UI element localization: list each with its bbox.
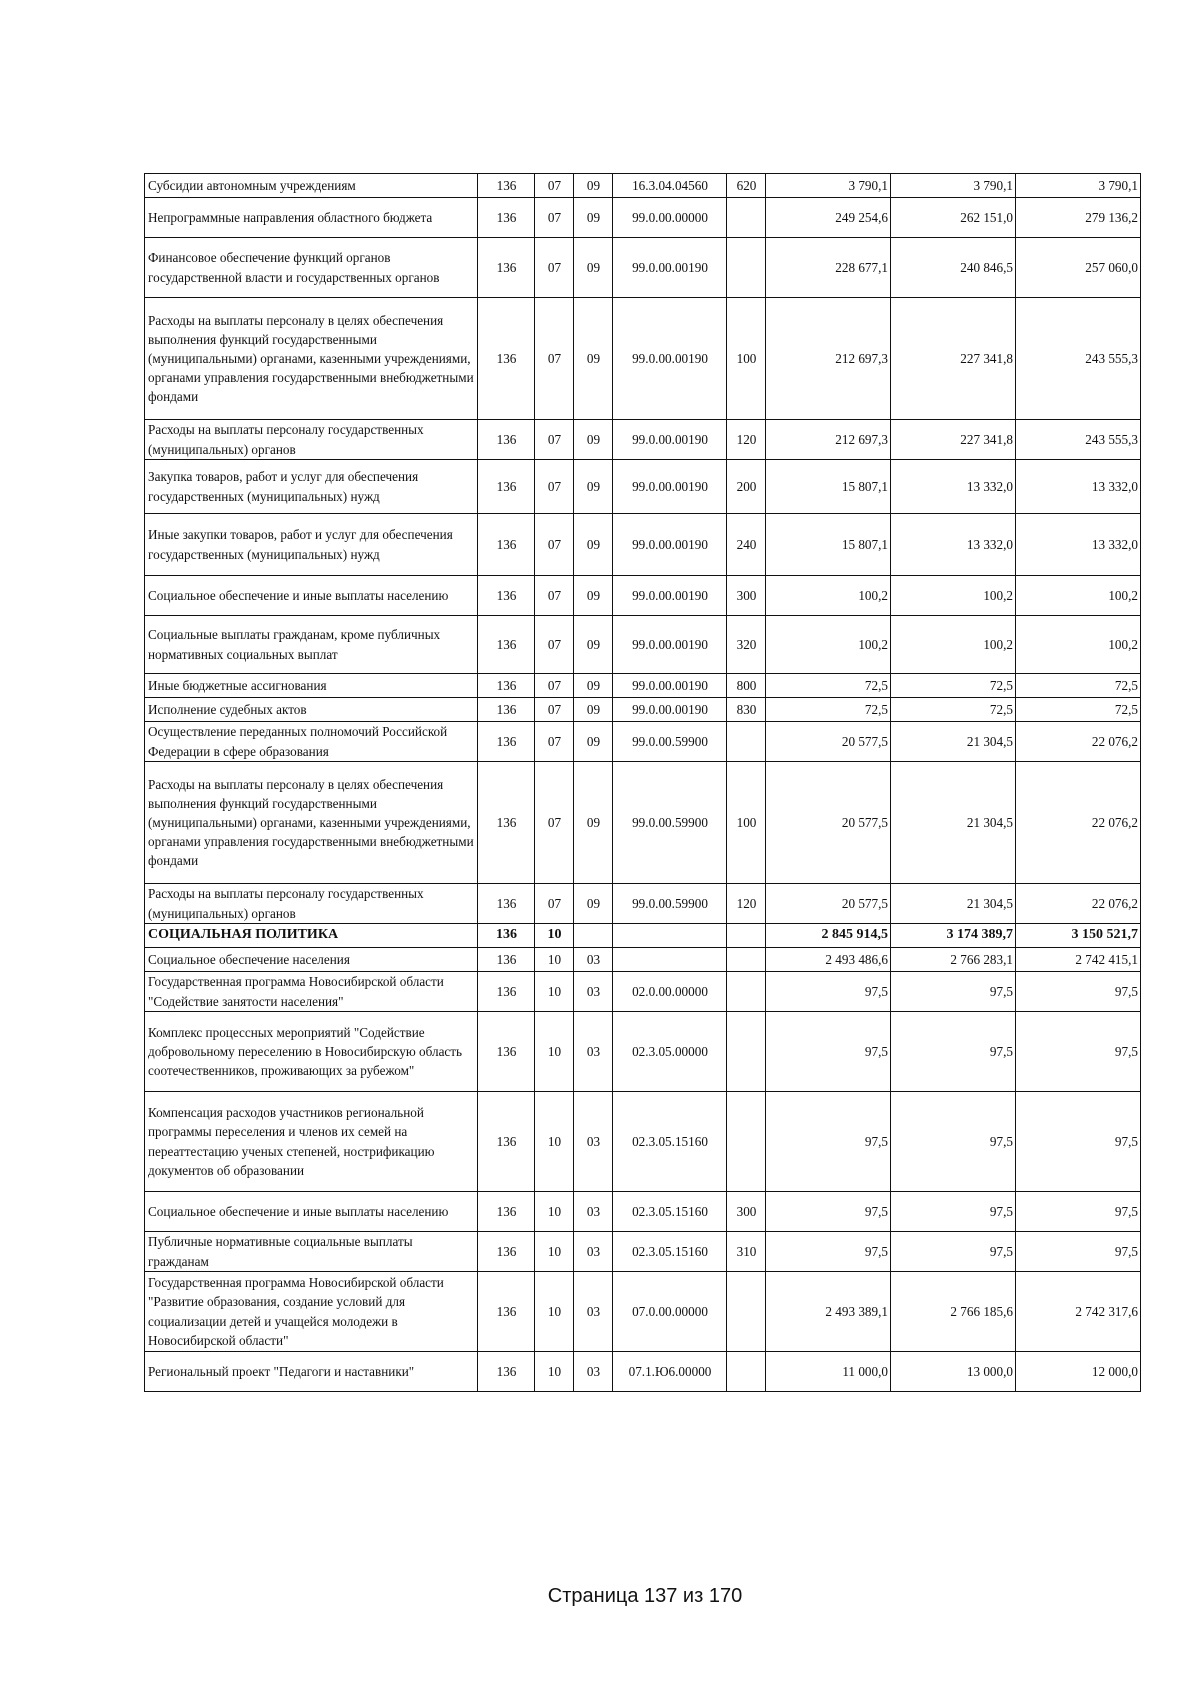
row-amount-year-3: 97,5 <box>1016 1232 1141 1272</box>
row-grbs: 136 <box>478 972 535 1012</box>
row-grbs: 136 <box>478 238 535 298</box>
row-target-article: 02.3.05.00000 <box>613 1012 727 1092</box>
row-amount-year-2: 13 332,0 <box>891 460 1016 514</box>
row-expense-type <box>727 722 766 762</box>
table-row <box>145 722 1141 762</box>
row-name: Закупка товаров, работ и услуг для обеспечения государственных (муниципальных) нужд <box>145 460 478 514</box>
row-amount-year-2: 3 174 389,7 <box>891 924 1016 948</box>
row-expense-type <box>727 948 766 972</box>
row-section: 07 <box>535 514 574 576</box>
row-grbs: 136 <box>478 174 535 198</box>
row-amount-year-2: 97,5 <box>891 972 1016 1012</box>
row-amount-year-1: 11 000,0 <box>766 1352 891 1392</box>
row-amount-year-2: 97,5 <box>891 1012 1016 1092</box>
row-amount-year-1: 228 677,1 <box>766 238 891 298</box>
row-amount-year-3: 22 076,2 <box>1016 762 1141 884</box>
row-amount-year-2: 100,2 <box>891 616 1016 674</box>
row-amount-year-2: 2 766 185,6 <box>891 1272 1016 1352</box>
row-subsection: 09 <box>574 722 613 762</box>
table-row <box>145 1272 1141 1352</box>
row-target-article: 99.0.00.59900 <box>613 884 727 924</box>
row-amount-year-3: 97,5 <box>1016 1092 1141 1192</box>
row-amount-year-3: 13 332,0 <box>1016 514 1141 576</box>
row-target-article: 99.0.00.00190 <box>613 298 727 420</box>
row-name: СОЦИАЛЬНАЯ ПОЛИТИКА <box>145 924 478 948</box>
row-expense-type: 300 <box>727 1192 766 1232</box>
table-row <box>145 616 1141 674</box>
table-row <box>145 174 1141 198</box>
row-target-article: 99.0.00.59900 <box>613 722 727 762</box>
row-amount-year-1: 15 807,1 <box>766 460 891 514</box>
row-amount-year-3: 2 742 415,1 <box>1016 948 1141 972</box>
row-grbs: 136 <box>478 1272 535 1352</box>
row-amount-year-1: 212 697,3 <box>766 298 891 420</box>
row-subsection: 03 <box>574 1272 613 1352</box>
row-expense-type <box>727 1092 766 1192</box>
table-row <box>145 1192 1141 1232</box>
row-subsection: 09 <box>574 698 613 722</box>
row-target-article: 07.1.Ю6.00000 <box>613 1352 727 1392</box>
page-number: Страница 137 из 170 <box>547 1585 743 1607</box>
row-amount-year-3: 97,5 <box>1016 972 1141 1012</box>
row-amount-year-2: 21 304,5 <box>891 884 1016 924</box>
row-expense-type: 200 <box>727 460 766 514</box>
row-amount-year-1: 249 254,6 <box>766 198 891 238</box>
row-expense-type <box>727 1352 766 1392</box>
row-amount-year-1: 2 493 486,6 <box>766 948 891 972</box>
row-name: Финансовое обеспечение функций органов государственной власти и государственных органов <box>145 238 478 298</box>
row-amount-year-3: 13 332,0 <box>1016 460 1141 514</box>
row-amount-year-1: 20 577,5 <box>766 722 891 762</box>
row-expense-type: 120 <box>727 420 766 460</box>
row-subsection: 09 <box>574 198 613 238</box>
row-expense-type: 320 <box>727 616 766 674</box>
row-grbs: 136 <box>478 698 535 722</box>
row-grbs: 136 <box>478 298 535 420</box>
row-expense-type: 830 <box>727 698 766 722</box>
table-row <box>145 948 1141 972</box>
row-target-article: 02.3.05.15160 <box>613 1092 727 1192</box>
budget-table <box>144 173 1141 1392</box>
row-subsection: 03 <box>574 1232 613 1272</box>
row-name: Публичные нормативные социальные выплаты гражданам <box>145 1232 478 1272</box>
row-section: 10 <box>535 1232 574 1272</box>
row-expense-type: 300 <box>727 576 766 616</box>
table-row <box>145 420 1141 460</box>
row-subsection: 03 <box>574 1192 613 1232</box>
row-section: 07 <box>535 698 574 722</box>
table-row <box>145 576 1141 616</box>
row-grbs: 136 <box>478 1232 535 1272</box>
row-target-article: 99.0.00.00190 <box>613 674 727 698</box>
row-grbs: 136 <box>478 884 535 924</box>
row-amount-year-3: 72,5 <box>1016 674 1141 698</box>
row-amount-year-2: 97,5 <box>891 1092 1016 1192</box>
row-amount-year-1: 20 577,5 <box>766 884 891 924</box>
row-expense-type: 120 <box>727 884 766 924</box>
row-subsection: 09 <box>574 460 613 514</box>
row-expense-type: 620 <box>727 174 766 198</box>
row-target-article: 02.0.00.00000 <box>613 972 727 1012</box>
row-grbs: 136 <box>478 1092 535 1192</box>
row-amount-year-1: 97,5 <box>766 1232 891 1272</box>
row-section: 07 <box>535 460 574 514</box>
row-grbs: 136 <box>478 948 535 972</box>
row-section: 07 <box>535 884 574 924</box>
row-amount-year-2: 262 151,0 <box>891 198 1016 238</box>
row-subsection: 03 <box>574 972 613 1012</box>
row-name: Государственная программа Новосибирской области "Содействие занятости населения" <box>145 972 478 1012</box>
row-subsection: 09 <box>574 674 613 698</box>
row-section: 07 <box>535 762 574 884</box>
row-expense-type: 240 <box>727 514 766 576</box>
row-expense-type <box>727 924 766 948</box>
row-target-article: 99.0.00.00190 <box>613 420 727 460</box>
row-section: 07 <box>535 420 574 460</box>
row-target-article: 07.0.00.00000 <box>613 1272 727 1352</box>
row-section: 07 <box>535 198 574 238</box>
row-amount-year-2: 21 304,5 <box>891 722 1016 762</box>
row-grbs: 136 <box>478 576 535 616</box>
row-subsection: 09 <box>574 576 613 616</box>
row-expense-type <box>727 972 766 1012</box>
row-section: 10 <box>535 1272 574 1352</box>
row-section: 07 <box>535 616 574 674</box>
table-row <box>145 1352 1141 1392</box>
row-grbs: 136 <box>478 1012 535 1092</box>
row-amount-year-1: 97,5 <box>766 1012 891 1092</box>
row-amount-year-3: 257 060,0 <box>1016 238 1141 298</box>
row-name: Расходы на выплаты персоналу в целях обеспечения выполнения функций государственными (муниципальными) органами, казенными учреждениями, органами управления государственными внебюджетными фондами <box>145 762 478 884</box>
row-section: 07 <box>535 722 574 762</box>
row-amount-year-2: 97,5 <box>891 1232 1016 1272</box>
row-target-article: 99.0.00.00000 <box>613 198 727 238</box>
row-expense-type <box>727 198 766 238</box>
row-amount-year-1: 2 493 389,1 <box>766 1272 891 1352</box>
row-section: 07 <box>535 174 574 198</box>
row-amount-year-2: 100,2 <box>891 576 1016 616</box>
row-grbs: 136 <box>478 722 535 762</box>
row-subsection: 03 <box>574 1012 613 1092</box>
row-amount-year-3: 97,5 <box>1016 1012 1141 1092</box>
table-row <box>145 674 1141 698</box>
row-target-article: 02.3.05.15160 <box>613 1192 727 1232</box>
row-name: Непрограммные направления областного бюджета <box>145 198 478 238</box>
row-section: 07 <box>535 576 574 616</box>
row-amount-year-2: 21 304,5 <box>891 762 1016 884</box>
row-name: Расходы на выплаты персоналу государственных (муниципальных) органов <box>145 884 478 924</box>
row-name: Комплекс процессных мероприятий "Содействие добровольному переселению в Новосибирскую область соотечественников, проживающих за рубежом" <box>145 1012 478 1092</box>
row-expense-type: 100 <box>727 762 766 884</box>
table-row <box>145 238 1141 298</box>
row-amount-year-2: 3 790,1 <box>891 174 1016 198</box>
row-section: 10 <box>535 1352 574 1392</box>
row-amount-year-3: 243 555,3 <box>1016 298 1141 420</box>
table-row <box>145 1012 1141 1092</box>
row-grbs: 136 <box>478 924 535 948</box>
row-subsection: 09 <box>574 420 613 460</box>
row-name: Компенсация расходов участников региональной программы переселения и членов их семей на переаттестацию ученых степеней, нострификацию документов об образовании <box>145 1092 478 1192</box>
row-subsection: 09 <box>574 514 613 576</box>
row-name: Субсидии автономным учреждениям <box>145 174 478 198</box>
row-subsection: 03 <box>574 1352 613 1392</box>
row-amount-year-1: 100,2 <box>766 576 891 616</box>
row-amount-year-1: 212 697,3 <box>766 420 891 460</box>
row-subsection: 09 <box>574 616 613 674</box>
row-name: Социальное обеспечение и иные выплаты населению <box>145 1192 478 1232</box>
row-amount-year-2: 13 000,0 <box>891 1352 1016 1392</box>
row-grbs: 136 <box>478 1352 535 1392</box>
row-grbs: 136 <box>478 198 535 238</box>
row-amount-year-3: 22 076,2 <box>1016 884 1141 924</box>
row-target-article: 99.0.00.00190 <box>613 238 727 298</box>
row-grbs: 136 <box>478 616 535 674</box>
row-amount-year-2: 13 332,0 <box>891 514 1016 576</box>
row-section: 10 <box>535 948 574 972</box>
row-subsection <box>574 924 613 948</box>
table-row <box>145 762 1141 884</box>
table-body <box>145 174 1141 1392</box>
row-name: Осуществление переданных полномочий Российской Федерации в сфере образования <box>145 722 478 762</box>
row-name: Социальное обеспечение населения <box>145 948 478 972</box>
row-amount-year-1: 72,5 <box>766 674 891 698</box>
table-row <box>145 514 1141 576</box>
table-row <box>145 972 1141 1012</box>
row-amount-year-1: 97,5 <box>766 972 891 1012</box>
row-expense-type <box>727 238 766 298</box>
row-target-article: 99.0.00.00190 <box>613 514 727 576</box>
row-amount-year-3: 22 076,2 <box>1016 722 1141 762</box>
row-name: Региональный проект "Педагоги и наставники" <box>145 1352 478 1392</box>
row-target-article: 99.0.00.00190 <box>613 576 727 616</box>
row-name: Иные бюджетные ассигнования <box>145 674 478 698</box>
table-row <box>145 198 1141 238</box>
row-subsection: 03 <box>574 948 613 972</box>
row-name: Расходы на выплаты персоналу в целях обеспечения выполнения функций государственными (муниципальными) органами, казенными учреждениями, органами управления государственными внебюджетными фондами <box>145 298 478 420</box>
row-amount-year-3: 3 150 521,7 <box>1016 924 1141 948</box>
row-name: Социальное обеспечение и иные выплаты населению <box>145 576 478 616</box>
row-section: 10 <box>535 972 574 1012</box>
row-grbs: 136 <box>478 762 535 884</box>
row-section: 10 <box>535 1092 574 1192</box>
row-target-article: 99.0.00.59900 <box>613 762 727 884</box>
table-row <box>145 698 1141 722</box>
row-amount-year-1: 20 577,5 <box>766 762 891 884</box>
row-section: 07 <box>535 674 574 698</box>
row-target-article: 99.0.00.00190 <box>613 616 727 674</box>
row-amount-year-1: 3 790,1 <box>766 174 891 198</box>
row-name: Иные закупки товаров, работ и услуг для обеспечения государственных (муниципальных) нужд <box>145 514 478 576</box>
row-name: Исполнение судебных актов <box>145 698 478 722</box>
row-section: 07 <box>535 298 574 420</box>
row-grbs: 136 <box>478 460 535 514</box>
row-name: Расходы на выплаты персоналу государственных (муниципальных) органов <box>145 420 478 460</box>
table-row <box>145 884 1141 924</box>
row-amount-year-3: 243 555,3 <box>1016 420 1141 460</box>
row-target-article: 99.0.00.00190 <box>613 460 727 514</box>
row-amount-year-3: 100,2 <box>1016 576 1141 616</box>
table-row <box>145 298 1141 420</box>
row-amount-year-3: 100,2 <box>1016 616 1141 674</box>
row-amount-year-2: 72,5 <box>891 674 1016 698</box>
row-amount-year-3: 2 742 317,6 <box>1016 1272 1141 1352</box>
row-amount-year-1: 97,5 <box>766 1092 891 1192</box>
row-amount-year-1: 15 807,1 <box>766 514 891 576</box>
table-row <box>145 460 1141 514</box>
row-target-article <box>613 948 727 972</box>
row-amount-year-1: 100,2 <box>766 616 891 674</box>
row-target-article: 99.0.00.00190 <box>613 698 727 722</box>
row-amount-year-3: 97,5 <box>1016 1192 1141 1232</box>
row-section: 07 <box>535 238 574 298</box>
row-target-article <box>613 924 727 948</box>
row-section: 10 <box>535 1012 574 1092</box>
row-target-article: 02.3.05.15160 <box>613 1232 727 1272</box>
row-amount-year-2: 227 341,8 <box>891 420 1016 460</box>
row-amount-year-1: 72,5 <box>766 698 891 722</box>
row-amount-year-2: 72,5 <box>891 698 1016 722</box>
row-amount-year-3: 12 000,0 <box>1016 1352 1141 1392</box>
row-amount-year-3: 279 136,2 <box>1016 198 1141 238</box>
row-amount-year-2: 227 341,8 <box>891 298 1016 420</box>
row-amount-year-3: 3 790,1 <box>1016 174 1141 198</box>
row-name: Государственная программа Новосибирской области "Развитие образования, создание условий для социализации детей и учащейся молодежи в Новосибирской области" <box>145 1272 478 1352</box>
row-subsection: 03 <box>574 1092 613 1192</box>
row-name: Социальные выплаты гражданам, кроме публичных нормативных социальных выплат <box>145 616 478 674</box>
row-expense-type <box>727 1012 766 1092</box>
row-amount-year-1: 2 845 914,5 <box>766 924 891 948</box>
row-subsection: 09 <box>574 762 613 884</box>
row-expense-type: 310 <box>727 1232 766 1272</box>
row-subsection: 09 <box>574 298 613 420</box>
row-subsection: 09 <box>574 238 613 298</box>
row-expense-type: 800 <box>727 674 766 698</box>
table-row <box>145 1092 1141 1192</box>
row-grbs: 136 <box>478 420 535 460</box>
row-amount-year-3: 72,5 <box>1016 698 1141 722</box>
row-target-article: 16.3.04.04560 <box>613 174 727 198</box>
table-row <box>145 924 1141 948</box>
row-expense-type: 100 <box>727 298 766 420</box>
row-grbs: 136 <box>478 674 535 698</box>
row-grbs: 136 <box>478 514 535 576</box>
row-section: 10 <box>535 1192 574 1232</box>
row-amount-year-2: 97,5 <box>891 1192 1016 1232</box>
row-section: 10 <box>535 924 574 948</box>
row-grbs: 136 <box>478 1192 535 1232</box>
table-row <box>145 1232 1141 1272</box>
row-amount-year-2: 240 846,5 <box>891 238 1016 298</box>
row-subsection: 09 <box>574 174 613 198</box>
row-amount-year-1: 97,5 <box>766 1192 891 1232</box>
row-subsection: 09 <box>574 884 613 924</box>
row-expense-type <box>727 1272 766 1352</box>
row-amount-year-2: 2 766 283,1 <box>891 948 1016 972</box>
